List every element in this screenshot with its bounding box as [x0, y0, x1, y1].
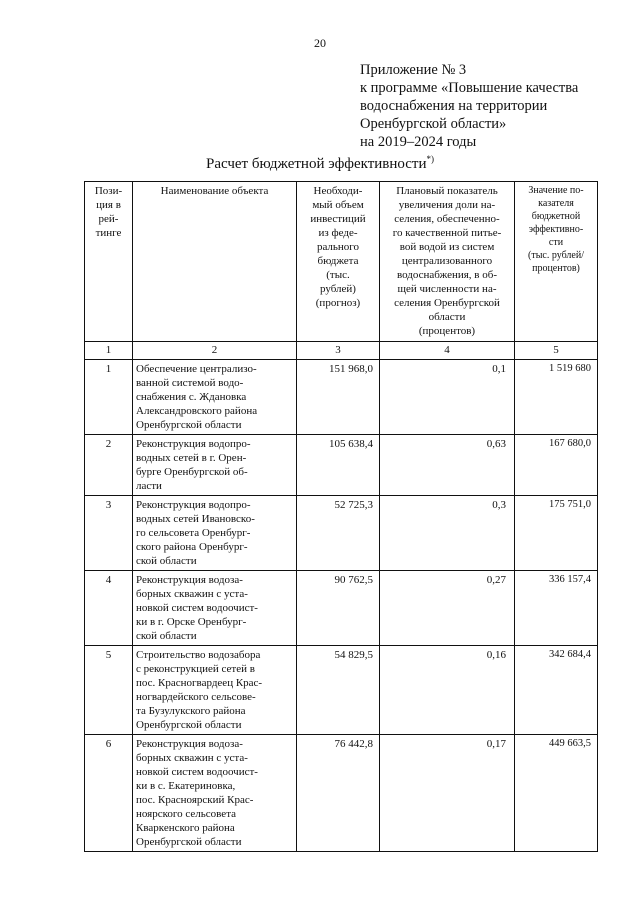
table-row [85, 646, 598, 735]
table-row [85, 496, 598, 571]
column-number: 1 [85, 342, 133, 360]
appendix-heading [360, 61, 620, 151]
cell-indicator: 0,1 [380, 360, 515, 435]
cell-object-name: Обеспечение централизо- ванной системой водо- снабжения с. Ждановка Александровского района Оренбургской области [133, 360, 297, 435]
cell-investment: 52 725,3 [297, 496, 380, 571]
cell-object-name: Реконструкция водопро- водных сетей Ивановско- го сельсовета Оренбург- ского района Оренбург- ской области [133, 496, 297, 571]
header-object-name: Наименование объекта [133, 182, 297, 342]
cell-investment: 151 968,0 [297, 360, 380, 435]
cell-indicator: 0,3 [380, 496, 515, 571]
page-number: 20 [314, 36, 326, 50]
title-text: Расчет бюджетной эффективности [205, 156, 427, 172]
cell-object-name: Реконструкция водоза- борных скважин с уста- новкой систем водоочист- ки в г. Орске Оренбург- ской области [133, 571, 297, 646]
cell-indicator: 0,17 [380, 735, 515, 852]
cell-position: 1 [85, 360, 133, 435]
cell-object-name: Строительство водозабора с реконструкцией сетей в пос. Красногвардеец Крас- ногвардейского сельсове- та Бузулукского района Оренбургской области [133, 646, 297, 735]
cell-efficiency: 336 157,4 [515, 571, 598, 646]
cell-position: 2 [85, 435, 133, 496]
appendix-line: к программе «Повышение качества [360, 80, 579, 96]
cell-efficiency: 175 751,0 [515, 496, 598, 571]
cell-indicator: 0,27 [380, 571, 515, 646]
column-number: 5 [515, 342, 598, 360]
column-number: 4 [380, 342, 515, 360]
cell-efficiency: 342 684,4 [515, 646, 598, 735]
cell-efficiency: 167 680,0 [515, 435, 598, 496]
budget-efficiency-table [84, 181, 598, 852]
header-indicator: Плановый показатель увеличения доли на- селения, обеспеченно- го качественной питье- вой водой из систем централизованного водоснабжения, в об- щей численности на- селения Оренбургской области (процентов) [380, 182, 515, 342]
cell-efficiency: 1 519 680 [515, 360, 598, 435]
column-number: 2 [133, 342, 297, 360]
cell-efficiency: 449 663,5 [515, 735, 598, 852]
appendix-line: Оренбургской области» [360, 116, 507, 132]
table-row [85, 435, 598, 496]
cell-investment: 90 762,5 [297, 571, 380, 646]
cell-investment: 105 638,4 [297, 435, 380, 496]
appendix-line: водоснабжения на территории [360, 98, 548, 114]
cell-object-name: Реконструкция водопро- водных сетей в г. Орен- бурге Оренбургской об- ласти [133, 435, 297, 496]
table-header-row [85, 182, 598, 342]
cell-indicator: 0,16 [380, 646, 515, 735]
footnote-mark: *) [426, 154, 434, 164]
header-position: Пози- ция в рей- тинге [85, 182, 133, 342]
appendix-line: на 2019–2024 годы [360, 134, 477, 150]
cell-position: 4 [85, 571, 133, 646]
cell-investment: 54 829,5 [297, 646, 380, 735]
table-row [85, 360, 598, 435]
cell-position: 6 [85, 735, 133, 852]
document-title [0, 156, 640, 173]
appendix-line: Приложение № 3 [360, 62, 467, 78]
column-number: 3 [297, 342, 380, 360]
cell-position: 5 [85, 646, 133, 735]
header-investment: Необходи- мый объем инвестиций из феде- рального бюджета (тыс. рублей) (прогноз) [297, 182, 380, 342]
cell-object-name: Реконструкция водоза- борных скважин с уста- новкой систем водоочист- ки в с. Екатериновка, пос. Красноярский Крас- ноярского сельсовета Кваркенского района Оренбургской области [133, 735, 297, 852]
table-row [85, 735, 598, 852]
table-row [85, 571, 598, 646]
cell-position: 3 [85, 496, 133, 571]
header-efficiency: Значение по- казателя бюджетной эффективно- сти (тыс. рублей/ процентов) [515, 182, 598, 342]
column-number-row [85, 342, 598, 360]
cell-investment: 76 442,8 [297, 735, 380, 852]
cell-indicator: 0,63 [380, 435, 515, 496]
